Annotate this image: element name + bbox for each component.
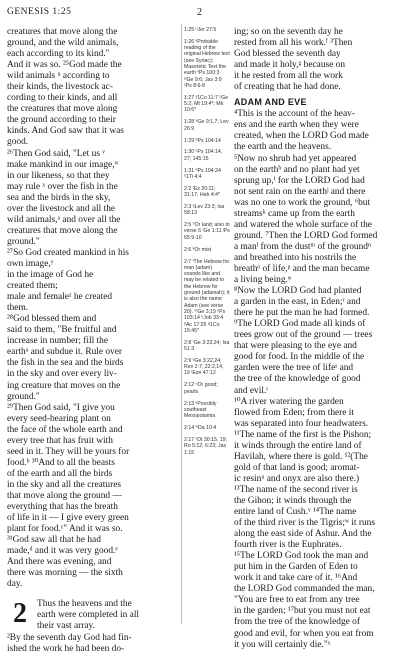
- cross-reference: 2:13 ᵛPossibly southeast Mesopotamia: [184, 400, 217, 420]
- cross-reference-column: [184, 27, 230, 461]
- text-line: wild animals,ᵃ and over all the: [7, 214, 121, 225]
- text-line: ing; so on the seventh day he: [234, 27, 343, 37]
- text-line: good for food. In the middle of the: [234, 352, 365, 363]
- text-line: that move along the ground —: [7, 490, 122, 501]
- cross-reference: 2:2 ᶠEx 20:11; 31:17; Heb 4:4*: [184, 185, 221, 199]
- right-text-column: [234, 27, 404, 651]
- text-line: entire land of Cush.ᵛ ¹⁴The name: [234, 507, 357, 518]
- text-line: God blessed the seventh day: [234, 49, 341, 60]
- cross-reference: 2:5 ʰOr land; also in verse 6 ⁱGe 1:11 ʲPs 65:9-10: [184, 222, 230, 241]
- cross-reference: 1:28 ᵃGe 9:1,7; Lev 26:9: [184, 119, 229, 132]
- text-line: gold of that land is good; aromat-: [234, 462, 360, 473]
- text-line: streamsᵏ came up from the earth: [234, 208, 355, 219]
- text-line: the Gihon; it winds through the: [234, 495, 352, 506]
- text-line: increase in number; fill the: [7, 336, 109, 347]
- text-line: food.ᵇ ³⁰And to all the beasts: [7, 457, 115, 468]
- page-header: [0, 0, 409, 22]
- text-line: Havilah, where there is gold. ¹²(The: [234, 451, 368, 462]
- text-line: of creating that he had done.: [234, 82, 341, 93]
- poem-line: own image,ʸ: [7, 258, 54, 269]
- text-line: ens and the earth when they were: [234, 120, 359, 131]
- text-line: every tree that has fruit with: [7, 435, 113, 446]
- text-line: And it was so. ²⁵God made the: [7, 60, 122, 71]
- text-line: trees grow out of the ground — trees: [234, 330, 373, 341]
- text-line: in the sky and all the creatures: [7, 479, 122, 490]
- text-line: a garden in the east, in Eden;ʳ and: [234, 297, 361, 308]
- text-line: along the east side of Ashur. And the: [234, 529, 372, 540]
- cross-reference: 1:26 ᵛProbable reading of the original Hebrew text (see Syriac); Masoretic Text the earth ᵛPs 100:3 ʷGe 9:6; Jas 3:9 ˣPs 8:6-8: [184, 38, 230, 89]
- poem-line: created them;: [7, 281, 58, 292]
- text-line: earthᵃ and subdue it. Rule over: [7, 347, 123, 358]
- text-line: ic resinᵘ and onyx are also there.): [234, 473, 360, 484]
- text-line: created, when the LORD God made: [234, 131, 369, 142]
- text-line: the earth and the heavens.: [234, 142, 332, 153]
- chapter-lines: [7, 599, 179, 632]
- text-line: the tree of the knowledge of good: [234, 374, 361, 385]
- right-main-block: [234, 109, 404, 650]
- cross-reference: 2:7 ˡThe Hebrew for man (adam) sounds like and may be related to the Hebrew for ground (adamah); it is also the name Adam (see verse 20). ᵐGe 3:19 ⁿPs 103:14 ᵒJob 33:4 ᵖAc 17:25 ᵠ1Co 15:45*: [184, 258, 230, 334]
- right-top-block: [234, 27, 404, 93]
- text-line: ished the work he had been do-: [7, 643, 125, 654]
- text-line: kinds. And God saw that it was: [7, 126, 124, 137]
- text-line: ¹⁰A river watering the garden: [234, 396, 344, 407]
- poem-line: male and femaleᶻ he created: [7, 292, 113, 303]
- text-line: wild animals ᵘ according to: [7, 71, 110, 82]
- cross-reference: 2:3 ᵍLev 23:3; Isa 58:13: [184, 203, 225, 217]
- text-line: the creatures that move along: [7, 104, 118, 115]
- poem-line: ²⁷So God created mankind in his: [7, 247, 129, 258]
- text-line: ground.": [7, 236, 40, 247]
- text-line: ¹⁵The LORD God took the man and: [234, 551, 369, 562]
- text-line: every seed-bearing plant on: [7, 413, 111, 424]
- text-line: their kinds, the livestock ac-: [7, 82, 113, 93]
- text-line: in our likeness, so that they: [7, 170, 110, 181]
- section-heading: ADAM AND EVE: [234, 97, 307, 108]
- text-line: ²⁶Then God said, "Let us ᵛ: [7, 148, 106, 159]
- text-line: ground. ⁷Then the LORD God formed: [234, 230, 378, 241]
- text-line: sea and the birds in the sky,: [7, 192, 111, 203]
- poem-line: them.: [7, 303, 29, 314]
- text-line: of the third river is the Tigris;ʷ it runs: [234, 518, 375, 529]
- text-line: plant for food.ᶜ" And it was so.: [7, 524, 123, 535]
- page-number: 2: [197, 7, 202, 18]
- text-line: over the livestock and all the: [7, 203, 116, 214]
- text-line: ¹³The name of the second river is: [234, 484, 358, 495]
- text-line: of life in it — I give every green: [7, 513, 129, 524]
- text-line: was no one to work the ground, ⁶but: [234, 197, 371, 208]
- text-line: it winds through the entire land of: [234, 440, 362, 451]
- text-line: there was morning — the sixth: [7, 568, 123, 579]
- text-line: and watered the whole surface of the: [234, 219, 372, 230]
- text-line: good and evil, for when you eat from: [234, 628, 374, 639]
- text-line: ⁸Now the LORD God had planted: [234, 286, 362, 297]
- text-line: ground, and the wild animals,: [7, 38, 119, 49]
- cross-reference: 1:30 ᶜPs 104:14, 27; 145:15: [184, 149, 223, 162]
- text-line: ing creature that moves on the: [7, 380, 121, 391]
- text-line: a manˡ from the dustᵐ of the groundⁿ: [234, 241, 371, 252]
- text-line: Thus the heavens and the: [37, 599, 132, 610]
- cross-reference: 2:6 ᵏOr mist: [184, 246, 212, 253]
- left-text-column: [7, 27, 179, 655]
- text-line: rested from all his work.ᶠ ³Then: [234, 38, 353, 49]
- cross-reference: 1:31 ᵈPs 104:24 ᵉ1Ti 4:4: [184, 167, 221, 180]
- text-line: ²⁹Then God said, "I give you: [7, 402, 115, 413]
- text-line: seed in it. They will be yours for: [7, 446, 130, 457]
- text-line: not sent rain on the earthʲ and there: [234, 186, 366, 197]
- text-line: their vast array.: [37, 621, 95, 632]
- text-line: creatures that move along the: [7, 225, 118, 236]
- text-line: the face of the whole earth and: [7, 424, 123, 435]
- text-line: that were pleasing to the eye and: [234, 341, 357, 352]
- text-line: ²By the seventh day God had fin-: [7, 632, 132, 643]
- cross-reference: 1:25 ᵘJer 27:5: [184, 27, 217, 33]
- text-line: the fish in the sea and the birds: [7, 358, 124, 369]
- text-line: and evil.ᵗ: [234, 385, 269, 396]
- text-line: make mankind in our image,ʷ: [7, 159, 119, 170]
- chapter-start: [7, 599, 179, 632]
- text-line: breathᵒ of life,ᵖ and the man became: [234, 263, 370, 274]
- text-line: "You are free to eat from any tree: [234, 595, 360, 606]
- cross-reference: 1:27 ʸ1Co 11:7 ᶻGe 5:2; Mt 19:4*; Mk 10:6*: [184, 94, 229, 114]
- poem-line: in the image of God he: [7, 270, 94, 281]
- text-line: ⁹The LORD God made all kinds of: [234, 319, 366, 330]
- left-lines-block: [7, 27, 179, 248]
- text-line: may rule ˣ over the fish in the: [7, 181, 118, 192]
- text-line: in the sky and over every liv-: [7, 369, 117, 380]
- text-line: flowed from Eden; from there it: [234, 407, 355, 418]
- text-line: there he put the man he had formed.: [234, 308, 370, 319]
- text-line: ²⁸God blessed them and: [7, 314, 97, 325]
- text-line: a living being.ᵠ: [234, 275, 292, 286]
- text-line: work it and take care of it. ¹⁶And: [234, 573, 358, 584]
- text-line: of the earth and all the birds: [7, 468, 113, 479]
- text-line: made,ᵈ and it was very good.ᵉ: [7, 546, 118, 557]
- cross-reference: 2:12 ᵘOr good; pearls: [184, 382, 218, 395]
- text-line: sprung up,ⁱ for the LORD God had: [234, 175, 365, 186]
- text-line: and made it holy,ᵍ because on: [234, 60, 346, 71]
- text-line: cording to their kinds, and all: [7, 93, 118, 104]
- text-line: said to them, "Be fruitful and: [7, 325, 117, 336]
- text-line: ¹¹The name of the first is the Pishon;: [234, 429, 372, 440]
- text-line: garden were the tree of lifeˢ and: [234, 363, 354, 374]
- text-line: earth were completed in all: [37, 610, 140, 621]
- text-line: ⁵Now no shrub had yet appeared: [234, 153, 357, 164]
- text-line: it you will certainly die."ˣ: [234, 639, 331, 650]
- text-line: ³¹God saw all that he had: [7, 535, 101, 546]
- text-line: put him in the Garden of Eden to: [234, 562, 358, 573]
- text-line: the ground according to their: [7, 115, 116, 126]
- poem-block: [7, 248, 179, 314]
- column-divider: [181, 24, 182, 624]
- cross-reference: 1:29 ᵇPs 104:14: [184, 137, 221, 144]
- cross-reference: 2:9 ˢGe 3:22,24; Rev 2:7; 22:2,14, 19 ᵗEze 47:12: [184, 357, 224, 377]
- text-line: And there was evening, and: [7, 557, 112, 568]
- left-lines2-block: [7, 314, 179, 590]
- text-line: it he rested from all the work: [234, 71, 343, 82]
- text-line: fourth river is the Euphrates.: [234, 540, 342, 551]
- text-line: creatures that move along the: [7, 27, 118, 37]
- cross-reference: 2:17 ˣDt 30:15, 19; Ro 5:12; 6:23; Jas 1:15: [184, 436, 227, 456]
- cross-reference: 2:8 ʳGe 3:23,24; Isa 51:3: [184, 339, 230, 352]
- text-line: each according to its kind.": [7, 49, 110, 60]
- text-line: day.: [7, 579, 23, 590]
- text-line: on the earthʰ and no plant had yet: [234, 164, 360, 175]
- text-line: good.: [7, 137, 29, 148]
- left-last-block: [7, 633, 179, 655]
- text-line: was separated into four headwaters.: [234, 418, 369, 429]
- text-line: and breathed into his nostrils the: [234, 252, 357, 263]
- running-head: GENESIS 1:25: [7, 7, 72, 17]
- text-line: ⁴This is the account of the heav-: [234, 109, 355, 120]
- text-line: the LORD God commanded the man,: [234, 584, 375, 595]
- text-line: ground.": [7, 391, 40, 402]
- text-line: from the tree of the knowledge of: [234, 617, 360, 628]
- text-line: everything that has the breath: [7, 502, 118, 513]
- text-line: in the garden; ¹⁷but you must not eat: [234, 606, 371, 617]
- cross-reference: 2:14 ʷDa 10:4: [184, 425, 217, 432]
- chapter-number: 2: [13, 598, 27, 630]
